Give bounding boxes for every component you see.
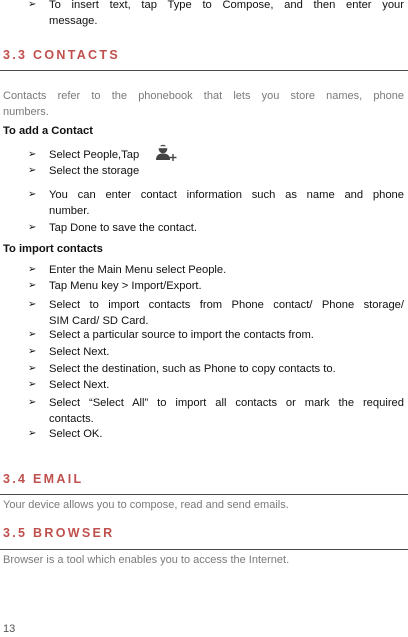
bullet-text: Enter the Main Menu select People. bbox=[49, 264, 227, 276]
arrow-bullet-icon: ➢ bbox=[28, 379, 37, 390]
bullet-text: Select the storage bbox=[49, 165, 140, 177]
list-item bbox=[28, 361, 404, 377]
list-item bbox=[28, 377, 404, 393]
bullet-text: You can enter contact information such as name and phone bbox=[49, 189, 404, 201]
divider bbox=[0, 70, 408, 71]
arrow-bullet-icon: ➢ bbox=[28, 346, 37, 357]
bullet-text: Select a particular source to import the contacts from. bbox=[49, 329, 314, 341]
arrow-bullet-icon: ➢ bbox=[28, 264, 37, 275]
arrow-bullet-icon: ➢ bbox=[28, 149, 37, 160]
arrow-bullet-icon: ➢ bbox=[28, 165, 37, 176]
list-item bbox=[28, 0, 404, 29]
bullet-text: Select “Select All” to import all contacts or mark the required bbox=[49, 397, 404, 409]
list-item bbox=[28, 327, 404, 343]
page-number: 13 bbox=[3, 623, 16, 635]
bullet-text: Select OK. bbox=[49, 428, 103, 440]
add-person-icon bbox=[155, 143, 179, 165]
section-heading-browser: 3.5 BROWSER bbox=[3, 526, 115, 540]
arrow-bullet-icon: ➢ bbox=[28, 363, 37, 374]
arrow-bullet-icon: ➢ bbox=[28, 0, 37, 10]
bullet-text: Tap Menu key > Import/Export. bbox=[49, 280, 202, 292]
arrow-bullet-icon: ➢ bbox=[28, 299, 37, 310]
arrow-bullet-icon: ➢ bbox=[28, 329, 37, 340]
list-item bbox=[28, 262, 404, 278]
bullet-text: Select Next. bbox=[49, 346, 110, 358]
divider bbox=[0, 549, 408, 550]
divider bbox=[0, 494, 408, 495]
list-item bbox=[28, 187, 404, 219]
bullet-text: To insert text, tap Type to Compose, and then enter your bbox=[49, 0, 404, 11]
arrow-bullet-icon: ➢ bbox=[28, 189, 37, 200]
subheading-add-contact: To add a Contact bbox=[3, 125, 93, 137]
list-item bbox=[28, 395, 404, 427]
arrow-bullet-icon: ➢ bbox=[28, 428, 37, 439]
list-item bbox=[28, 220, 404, 236]
bullet-text: number. bbox=[49, 205, 90, 217]
arrow-bullet-icon: ➢ bbox=[28, 397, 37, 408]
contacts-intro bbox=[3, 88, 404, 120]
bullet-text: contacts. bbox=[49, 413, 94, 425]
bullet-text: message. bbox=[49, 15, 98, 27]
bullet-text: Tap Done to save the contact. bbox=[49, 222, 198, 234]
list-item bbox=[28, 344, 404, 360]
bullet-text: Select to import contacts from Phone contact/ Phone storage/ bbox=[49, 299, 404, 311]
list-item bbox=[28, 297, 404, 329]
arrow-bullet-icon: ➢ bbox=[28, 222, 37, 233]
list-item bbox=[28, 163, 404, 179]
list-item bbox=[28, 426, 404, 442]
subheading-import-contacts: To import contacts bbox=[3, 243, 103, 255]
list-item bbox=[28, 147, 404, 163]
arrow-bullet-icon: ➢ bbox=[28, 280, 37, 291]
section-heading-contacts: 3.3 CONTACTS bbox=[3, 48, 120, 62]
contacts-intro-line: Contacts refer to the phonebook that lets you store names, phone bbox=[3, 90, 404, 102]
section-heading-email: 3.4 EMAIL bbox=[3, 472, 84, 486]
bullet-text: SIM Card/ SD Card. bbox=[49, 315, 149, 327]
bullet-text: Select Next. bbox=[49, 379, 110, 391]
contacts-intro-line: numbers. bbox=[3, 106, 49, 118]
bullet-text: Select the destination, such as Phone to copy contacts to. bbox=[49, 363, 336, 375]
bullet-text: Select People,Tap bbox=[49, 149, 140, 161]
browser-description: Browser is a tool which enables you to access the Internet. bbox=[3, 554, 290, 566]
list-item bbox=[28, 278, 404, 294]
email-description: Your device allows you to compose, read and send emails. bbox=[3, 499, 289, 511]
